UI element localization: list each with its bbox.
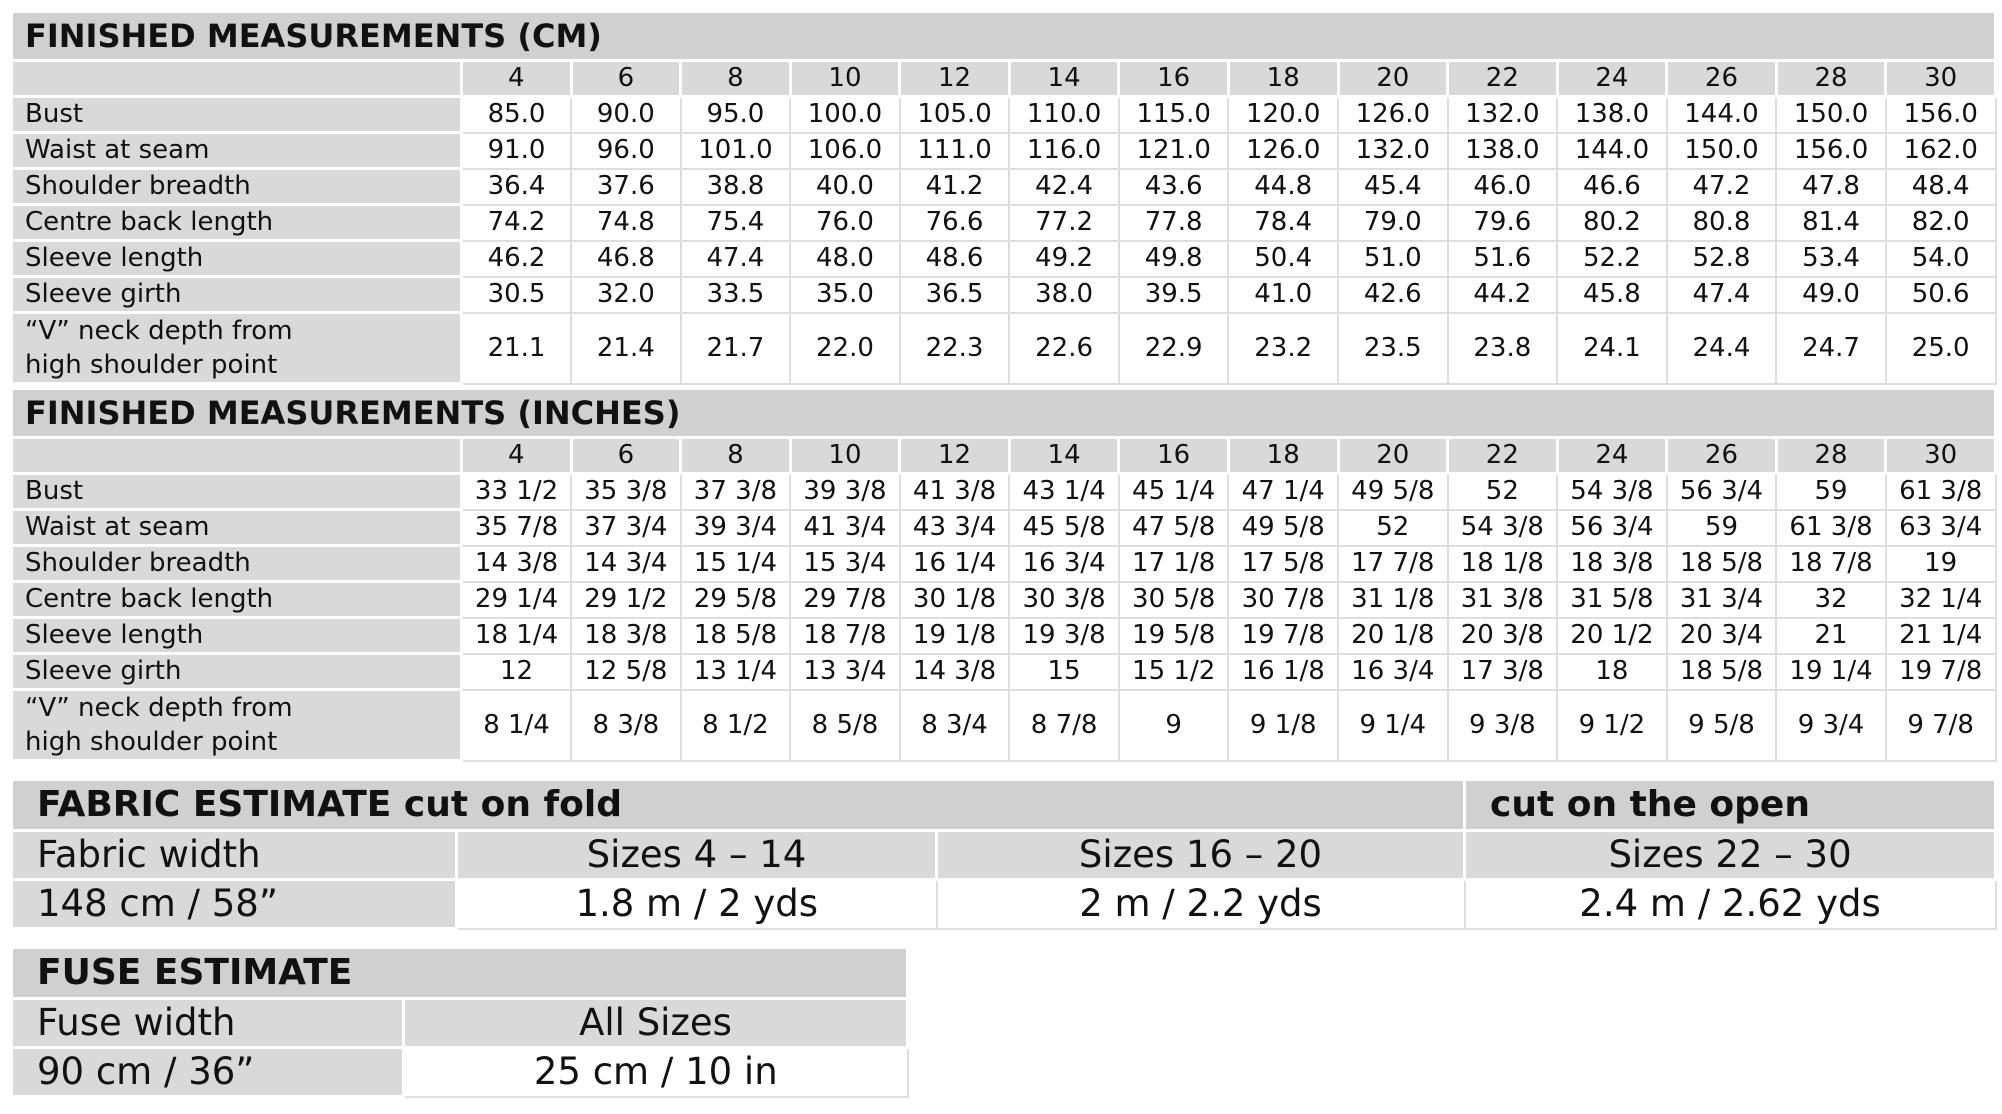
- cm-value-cell: 76.0: [790, 205, 900, 241]
- in-value-cell: 8 3/4: [900, 690, 1010, 761]
- in-value-cell: 9 1/8: [1228, 690, 1338, 761]
- cm-value-cell: 38.0: [1009, 277, 1119, 313]
- cm-table-row: [12, 169, 1996, 205]
- cm-value-cell: 21.7: [681, 313, 791, 384]
- in-value-cell: 37 3/4: [571, 510, 681, 546]
- cm-value-cell: 156.0: [1886, 97, 1996, 133]
- cm-value-cell: 39.5: [1119, 277, 1229, 313]
- cm-value-cell: 41.2: [900, 169, 1010, 205]
- cm-value-cell: 138.0: [1448, 133, 1558, 169]
- in-value-cell: 30 3/8: [1009, 582, 1119, 618]
- cm-size-header: 26: [1667, 61, 1777, 97]
- in-value-cell: 19: [1886, 546, 1996, 582]
- in-size-header: 28: [1776, 438, 1886, 474]
- fuse-all-sizes-head: All Sizes: [404, 999, 908, 1048]
- cm-size-header: 28: [1776, 61, 1886, 97]
- in-value-cell: 41 3/4: [790, 510, 900, 546]
- cm-value-cell: 48.6: [900, 241, 1010, 277]
- fabric-estimate-title: FABRIC ESTIMATE cut on fold: [12, 780, 1465, 831]
- in-value-cell: 52: [1338, 510, 1448, 546]
- fabric-sizes-16-20-value: 2 m / 2.2 yds: [937, 880, 1465, 929]
- cm-value-cell: 49.8: [1119, 241, 1229, 277]
- in-value-cell: 18 5/8: [681, 618, 791, 654]
- in-value-cell: 20 3/4: [1667, 618, 1777, 654]
- fabric-sizes-4-14-head: Sizes 4 – 14: [457, 831, 937, 880]
- cm-row-label: Sleeve length: [12, 241, 462, 277]
- in-value-cell: 52: [1448, 474, 1558, 510]
- cm-value-cell: 22.3: [900, 313, 1010, 384]
- in-value-cell: 43 3/4: [900, 510, 1010, 546]
- cm-row-label: Shoulder breadth: [12, 169, 462, 205]
- cm-value-cell: 24.1: [1557, 313, 1667, 384]
- cm-table-row: [12, 205, 1996, 241]
- in-value-cell: 21: [1776, 618, 1886, 654]
- cm-value-cell: 44.8: [1228, 169, 1338, 205]
- cm-value-cell: 22.9: [1119, 313, 1229, 384]
- cm-value-cell: 80.2: [1557, 205, 1667, 241]
- in-value-cell: 31 3/4: [1667, 582, 1777, 618]
- in-value-cell: 14 3/8: [900, 654, 1010, 690]
- cm-value-cell: 150.0: [1667, 133, 1777, 169]
- fabric-estimate-table: [10, 778, 1997, 930]
- in-value-cell: 8 3/8: [571, 690, 681, 761]
- fabric-sizes-16-20-head: Sizes 16 – 20: [937, 831, 1465, 880]
- in-value-cell: 15 1/2: [1119, 654, 1229, 690]
- cm-table-row: [12, 241, 1996, 277]
- in-table-row: [12, 618, 1996, 654]
- in-value-cell: 19 5/8: [1119, 618, 1229, 654]
- cm-value-cell: 44.2: [1448, 277, 1558, 313]
- in-value-cell: 18: [1557, 654, 1667, 690]
- cm-value-cell: 74.2: [462, 205, 572, 241]
- in-value-cell: 61 3/8: [1886, 474, 1996, 510]
- fuse-all-sizes-value: 25 cm / 10 in: [404, 1048, 908, 1097]
- cm-value-cell: 46.0: [1448, 169, 1558, 205]
- in-value-cell: 18 1/4: [462, 618, 572, 654]
- cm-value-cell: 79.0: [1338, 205, 1448, 241]
- in-value-cell: 9 7/8: [1886, 690, 1996, 761]
- in-value-cell: 13 3/4: [790, 654, 900, 690]
- cm-value-cell: 90.0: [571, 97, 681, 133]
- cm-value-cell: 144.0: [1667, 97, 1777, 133]
- fuse-width-label: Fuse width: [12, 999, 404, 1048]
- in-value-cell: 54 3/8: [1557, 474, 1667, 510]
- cm-table-row: [12, 133, 1996, 169]
- in-value-cell: 30 5/8: [1119, 582, 1229, 618]
- in-value-cell: 19 3/8: [1009, 618, 1119, 654]
- cm-value-cell: 110.0: [1009, 97, 1119, 133]
- in-value-cell: 18 3/8: [1557, 546, 1667, 582]
- cm-value-cell: 36.5: [900, 277, 1010, 313]
- cm-value-cell: 42.4: [1009, 169, 1119, 205]
- in-value-cell: 8 5/8: [790, 690, 900, 761]
- cm-row-label-line: “V” neck depth from: [25, 316, 293, 346]
- cm-value-cell: 50.6: [1886, 277, 1996, 313]
- in-value-cell: 49 5/8: [1338, 474, 1448, 510]
- in-value-cell: 20 1/8: [1338, 618, 1448, 654]
- cm-value-cell: 45.4: [1338, 169, 1448, 205]
- cm-value-cell: 22.6: [1009, 313, 1119, 384]
- cm-value-cell: 43.6: [1119, 169, 1229, 205]
- in-value-cell: 18 7/8: [1776, 546, 1886, 582]
- cm-value-cell: 126.0: [1338, 97, 1448, 133]
- in-value-cell: 19 1/8: [900, 618, 1010, 654]
- in-value-cell: 21 1/4: [1886, 618, 1996, 654]
- in-value-cell: 18 1/8: [1448, 546, 1558, 582]
- in-value-cell: 19 7/8: [1228, 618, 1338, 654]
- cm-value-cell: 46.6: [1557, 169, 1667, 205]
- in-row-label: [12, 690, 462, 761]
- cm-value-cell: 23.2: [1228, 313, 1338, 384]
- in-value-cell: 14 3/8: [462, 546, 572, 582]
- in-value-cell: 19 7/8: [1886, 654, 1996, 690]
- cm-value-cell: 132.0: [1338, 133, 1448, 169]
- cm-value-cell: 25.0: [1886, 313, 1996, 384]
- cm-value-cell: 77.2: [1009, 205, 1119, 241]
- size-chart-sheet: [10, 10, 1994, 1098]
- cm-value-cell: 32.0: [571, 277, 681, 313]
- cm-value-cell: 105.0: [900, 97, 1010, 133]
- in-value-cell: 54 3/8: [1448, 510, 1558, 546]
- in-size-header: 24: [1557, 438, 1667, 474]
- cm-value-cell: 106.0: [790, 133, 900, 169]
- in-table-row: [12, 654, 1996, 690]
- in-row-label-line: high shoulder point: [25, 727, 278, 757]
- cm-value-cell: 53.4: [1776, 241, 1886, 277]
- cm-value-cell: 138.0: [1557, 97, 1667, 133]
- cm-value-cell: 23.5: [1338, 313, 1448, 384]
- in-size-header: 4: [462, 438, 572, 474]
- in-value-cell: 16 1/8: [1228, 654, 1338, 690]
- in-row-label: Shoulder breadth: [12, 546, 462, 582]
- cm-value-cell: 111.0: [900, 133, 1010, 169]
- in-value-cell: 29 1/2: [571, 582, 681, 618]
- cm-value-cell: 48.0: [790, 241, 900, 277]
- cm-row-label: Waist at seam: [12, 133, 462, 169]
- in-value-cell: 63 3/4: [1886, 510, 1996, 546]
- in-size-header: 18: [1228, 438, 1338, 474]
- cm-value-cell: 41.0: [1228, 277, 1338, 313]
- cm-value-cell: 120.0: [1228, 97, 1338, 133]
- fuse-width-value: 90 cm / 36”: [12, 1048, 404, 1097]
- in-table-row: [12, 582, 1996, 618]
- cm-row-label: Bust: [12, 97, 462, 133]
- fabric-width-value: 148 cm / 58”: [12, 880, 457, 929]
- cm-value-cell: 46.2: [462, 241, 572, 277]
- cm-size-header: 8: [681, 61, 791, 97]
- cm-value-cell: 40.0: [790, 169, 900, 205]
- cm-value-cell: 85.0: [462, 97, 572, 133]
- cm-value-cell: 81.4: [1776, 205, 1886, 241]
- cm-value-cell: 150.0: [1776, 97, 1886, 133]
- cm-size-header: 10: [790, 61, 900, 97]
- in-value-cell: 9 3/8: [1448, 690, 1558, 761]
- fabric-sizes-22-30-value: 2.4 m / 2.62 yds: [1465, 880, 1996, 929]
- in-value-cell: 41 3/8: [900, 474, 1010, 510]
- cm-table-row: [12, 97, 1996, 133]
- in-value-cell: 39 3/8: [790, 474, 900, 510]
- cm-value-cell: 54.0: [1886, 241, 1996, 277]
- in-value-cell: 45 5/8: [1009, 510, 1119, 546]
- fabric-sizes-4-14-value: 1.8 m / 2 yds: [457, 880, 937, 929]
- in-value-cell: 29 7/8: [790, 582, 900, 618]
- in-value-cell: 18 7/8: [790, 618, 900, 654]
- cm-value-cell: 52.8: [1667, 241, 1777, 277]
- cm-value-cell: 132.0: [1448, 97, 1558, 133]
- cm-value-cell: 47.4: [1667, 277, 1777, 313]
- cm-value-cell: 95.0: [681, 97, 791, 133]
- in-value-cell: 29 1/4: [462, 582, 572, 618]
- in-value-cell: 17 3/8: [1448, 654, 1558, 690]
- cm-size-header: 12: [900, 61, 1010, 97]
- in-value-cell: 18 5/8: [1667, 654, 1777, 690]
- in-value-cell: 17 5/8: [1228, 546, 1338, 582]
- in-value-cell: 9 5/8: [1667, 690, 1777, 761]
- in-value-cell: 18 3/8: [571, 618, 681, 654]
- cm-value-cell: 126.0: [1228, 133, 1338, 169]
- cm-value-cell: 35.0: [790, 277, 900, 313]
- in-value-cell: 56 3/4: [1667, 474, 1777, 510]
- cm-size-header: 18: [1228, 61, 1338, 97]
- cm-value-cell: 77.8: [1119, 205, 1229, 241]
- cm-value-cell: 30.5: [462, 277, 572, 313]
- in-value-cell: 59: [1667, 510, 1777, 546]
- in-value-cell: 8 1/2: [681, 690, 791, 761]
- in-value-cell: 17 1/8: [1119, 546, 1229, 582]
- cm-value-cell: 49.0: [1776, 277, 1886, 313]
- in-value-cell: 49 5/8: [1228, 510, 1338, 546]
- cm-value-cell: 91.0: [462, 133, 572, 169]
- in-value-cell: 31 3/8: [1448, 582, 1558, 618]
- in-value-cell: 15 1/4: [681, 546, 791, 582]
- in-value-cell: 20 1/2: [1557, 618, 1667, 654]
- in-value-cell: 9 1/2: [1557, 690, 1667, 761]
- cm-table-row: [12, 277, 1996, 313]
- cm-value-cell: 48.4: [1886, 169, 1996, 205]
- cm-value-cell: 74.8: [571, 205, 681, 241]
- in-value-cell: 56 3/4: [1557, 510, 1667, 546]
- in-value-cell: 32 1/4: [1886, 582, 1996, 618]
- cm-value-cell: 50.4: [1228, 241, 1338, 277]
- cm-row-label: Centre back length: [12, 205, 462, 241]
- in-size-header: 30: [1886, 438, 1996, 474]
- cm-value-cell: 76.6: [900, 205, 1010, 241]
- cm-value-cell: 79.6: [1448, 205, 1558, 241]
- in-table-row: [12, 474, 1996, 510]
- cm-value-cell: 47.2: [1667, 169, 1777, 205]
- cm-value-cell: 33.5: [681, 277, 791, 313]
- in-value-cell: 39 3/4: [681, 510, 791, 546]
- in-value-cell: 9: [1119, 690, 1229, 761]
- cm-value-cell: 42.6: [1338, 277, 1448, 313]
- measurements-cm-table: [10, 10, 1997, 385]
- in-size-header: 22: [1448, 438, 1558, 474]
- in-row-label: Centre back length: [12, 582, 462, 618]
- in-value-cell: 20 3/8: [1448, 618, 1558, 654]
- in-header-corner: [12, 438, 462, 474]
- cm-value-cell: 46.8: [571, 241, 681, 277]
- cm-value-cell: 51.0: [1338, 241, 1448, 277]
- in-value-cell: 16 3/4: [1009, 546, 1119, 582]
- in-size-header: 14: [1009, 438, 1119, 474]
- in-value-cell: 16 3/4: [1338, 654, 1448, 690]
- in-table-row: [12, 546, 1996, 582]
- in-row-label: Bust: [12, 474, 462, 510]
- cm-size-header: 4: [462, 61, 572, 97]
- cm-value-cell: 100.0: [790, 97, 900, 133]
- cm-size-header: 14: [1009, 61, 1119, 97]
- inches-table-title: FINISHED MEASUREMENTS (INCHES): [12, 389, 1996, 438]
- in-value-cell: 59: [1776, 474, 1886, 510]
- in-value-cell: 30 7/8: [1228, 582, 1338, 618]
- in-value-cell: 35 3/8: [571, 474, 681, 510]
- in-value-cell: 17 7/8: [1338, 546, 1448, 582]
- in-value-cell: 8 1/4: [462, 690, 572, 761]
- in-row-label: Sleeve length: [12, 618, 462, 654]
- cm-value-cell: 47.8: [1776, 169, 1886, 205]
- in-row-label: Waist at seam: [12, 510, 462, 546]
- cm-size-header: 16: [1119, 61, 1229, 97]
- in-size-header: 20: [1338, 438, 1448, 474]
- cm-value-cell: 51.6: [1448, 241, 1558, 277]
- in-value-cell: 45 1/4: [1119, 474, 1229, 510]
- in-size-header: 10: [790, 438, 900, 474]
- fuse-estimate-table: [10, 946, 909, 1098]
- cm-value-cell: 38.8: [681, 169, 791, 205]
- in-value-cell: 31 1/8: [1338, 582, 1448, 618]
- in-table-row: [12, 510, 1996, 546]
- cm-row-label-line: high shoulder point: [25, 350, 278, 380]
- fuse-estimate-title: FUSE ESTIMATE: [12, 948, 908, 999]
- cm-value-cell: 80.8: [1667, 205, 1777, 241]
- cm-value-cell: 49.2: [1009, 241, 1119, 277]
- cm-value-cell: 52.2: [1557, 241, 1667, 277]
- in-value-cell: 18 5/8: [1667, 546, 1777, 582]
- in-value-cell: 12 5/8: [571, 654, 681, 690]
- cm-row-label: [12, 313, 462, 384]
- in-value-cell: 47 1/4: [1228, 474, 1338, 510]
- in-value-cell: 15: [1009, 654, 1119, 690]
- cm-value-cell: 24.7: [1776, 313, 1886, 384]
- fabric-sizes-22-30-head: Sizes 22 – 30: [1465, 831, 1996, 880]
- cm-size-header: 20: [1338, 61, 1448, 97]
- cm-table-row: [12, 313, 1996, 384]
- cm-value-cell: 21.4: [571, 313, 681, 384]
- in-size-header: 12: [900, 438, 1010, 474]
- in-value-cell: 8 7/8: [1009, 690, 1119, 761]
- cm-value-cell: 116.0: [1009, 133, 1119, 169]
- in-value-cell: 43 1/4: [1009, 474, 1119, 510]
- cm-value-cell: 37.6: [571, 169, 681, 205]
- in-size-header: 16: [1119, 438, 1229, 474]
- in-value-cell: 29 5/8: [681, 582, 791, 618]
- cm-value-cell: 101.0: [681, 133, 791, 169]
- in-value-cell: 12: [462, 654, 572, 690]
- cm-value-cell: 144.0: [1557, 133, 1667, 169]
- in-value-cell: 35 7/8: [462, 510, 572, 546]
- in-value-cell: 13 1/4: [681, 654, 791, 690]
- cm-size-header: 24: [1557, 61, 1667, 97]
- cm-value-cell: 121.0: [1119, 133, 1229, 169]
- in-value-cell: 32: [1776, 582, 1886, 618]
- in-size-header: 8: [681, 438, 791, 474]
- in-value-cell: 9 1/4: [1338, 690, 1448, 761]
- in-row-label: Sleeve girth: [12, 654, 462, 690]
- in-value-cell: 16 1/4: [900, 546, 1010, 582]
- in-value-cell: 37 3/8: [681, 474, 791, 510]
- cm-value-cell: 36.4: [462, 169, 572, 205]
- in-value-cell: 61 3/8: [1776, 510, 1886, 546]
- cm-value-cell: 22.0: [790, 313, 900, 384]
- fabric-width-label: Fabric width: [12, 831, 457, 880]
- cm-value-cell: 78.4: [1228, 205, 1338, 241]
- cm-value-cell: 75.4: [681, 205, 791, 241]
- in-table-row: [12, 690, 1996, 761]
- measurements-inches-table: [10, 387, 1997, 762]
- in-value-cell: 30 1/8: [900, 582, 1010, 618]
- cm-row-label: Sleeve girth: [12, 277, 462, 313]
- cm-size-header: 6: [571, 61, 681, 97]
- in-value-cell: 14 3/4: [571, 546, 681, 582]
- in-value-cell: 47 5/8: [1119, 510, 1229, 546]
- fabric-cut-open-title: cut on the open: [1465, 780, 1996, 831]
- cm-size-header: 30: [1886, 61, 1996, 97]
- cm-value-cell: 96.0: [571, 133, 681, 169]
- cm-value-cell: 162.0: [1886, 133, 1996, 169]
- in-value-cell: 15 3/4: [790, 546, 900, 582]
- cm-table-title: FINISHED MEASUREMENTS (CM): [12, 12, 1996, 61]
- cm-value-cell: 23.8: [1448, 313, 1558, 384]
- in-row-label-line: “V” neck depth from: [25, 693, 293, 723]
- in-value-cell: 19 1/4: [1776, 654, 1886, 690]
- cm-value-cell: 115.0: [1119, 97, 1229, 133]
- in-size-header: 6: [571, 438, 681, 474]
- cm-value-cell: 24.4: [1667, 313, 1777, 384]
- cm-value-cell: 45.8: [1557, 277, 1667, 313]
- cm-size-header: 22: [1448, 61, 1558, 97]
- cm-value-cell: 47.4: [681, 241, 791, 277]
- cm-value-cell: 156.0: [1776, 133, 1886, 169]
- in-value-cell: 33 1/2: [462, 474, 572, 510]
- in-value-cell: 9 3/4: [1776, 690, 1886, 761]
- cm-header-corner: [12, 61, 462, 97]
- in-value-cell: 31 5/8: [1557, 582, 1667, 618]
- cm-value-cell: 21.1: [462, 313, 572, 384]
- in-size-header: 26: [1667, 438, 1777, 474]
- cm-value-cell: 82.0: [1886, 205, 1996, 241]
